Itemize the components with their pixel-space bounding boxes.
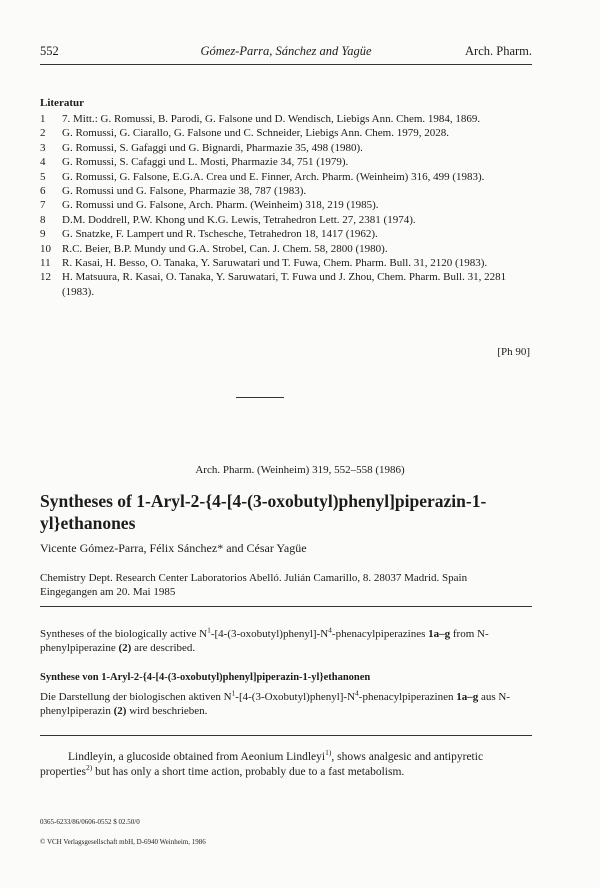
footnote-issn: 0365-6233/86/0606-0552 $ 02.50/0 [40, 818, 140, 826]
abstract-bottom-rule [40, 735, 532, 736]
section-divider [236, 397, 284, 398]
running-header [40, 44, 532, 64]
affiliation: Chemistry Dept. Research Center Laboratorios Abelló. Julián Camarillo, 8. 28037 Madrid. Spain [40, 572, 468, 584]
footnote-copyright: © VCH Verlagsgesellschaft mbH, D-6940 Weinheim, 1986 [40, 838, 206, 846]
article-title: Syntheses of 1-Aryl-2-{4-[4-(3-oxobutyl)phenyl]piperazin-1-yl}ethanones [40, 491, 487, 533]
reference-item: 7 G. Romussi und G. Falsone, Arch. Pharm. (Weinheim) 318, 219 (1985). [40, 199, 379, 212]
reference-item: 8 D.M. Doddrell, P.W. Khong und K.G. Lewis, Tetrahedron Lett. 27, 2381 (1974). [40, 213, 416, 226]
abstract-german: Die Darstellung der biologischen aktiven $N^1-[4-(3-Oxobutyl)phenyl]-N^4$-phenacylpiperazinen 1a–g aus N-phenylpiperazin (2) wird beschrieben. [40, 688, 510, 717]
received-date: Eingegangen am 20. Mai 1985 [40, 586, 176, 598]
reference-item: 9 G. Snatzke, F. Lampert und R. Tschesche, Tetrahedron 18, 1417 (1962). [40, 228, 378, 241]
reference-item: 12 H. Matsuura, R. Kasai, O. Tanaka, Y. Saruwatari, T. Fuwa und J. Zhou, Chem. Pharm. Bull. 31, 2281 (1983). [40, 271, 507, 298]
ph-code: [Ph 90] [497, 346, 530, 358]
reference-list [40, 112, 530, 299]
reference-item: 11 R. Kasai, H. Besso, O. Tanaka, Y. Saruwatari und T. Fuwa, Chem. Pharm. Bull. 31, 2120 (1983). [40, 257, 488, 270]
abstract-top-rule [40, 606, 532, 607]
reference-item: 5 G. Romussi, G. Falsone, E.G.A. Crea und E. Finner, Arch. Pharm. (Weinheim) 316, 499 (1983). [40, 170, 485, 183]
abstract-german-title: Synthese von 1-Aryl-2-{4-[4-(3-oxobutyl)phenyl]piperazin-1-yl}ethanonen [40, 672, 371, 683]
header-rule [40, 64, 532, 65]
reference-item: 2 G. Romussi, G. Ciarallo, G. Falsone und C. Schneider, Liebigs Ann. Chem. 1979, 2028. [40, 127, 449, 140]
body-paragraph: Lindleyin, a glucoside obtained from Aeonium Lindleyi$^{1)}$, shows analgesic and antipyretic properties$^{2)}$ but has only a short time action, probably due to a fast metabolism. [40, 748, 484, 778]
reference-item: 3 G. Romussi, S. Gafaggi und G. Bignardi, Pharmazie 35, 498 (1980). [40, 141, 363, 154]
affiliation-block [40, 571, 532, 599]
journal-citation: Arch. Pharm. (Weinheim) 319, 552–558 (1986) [195, 464, 405, 476]
page-number: 552 [40, 44, 59, 58]
abstract-english: Syntheses of the biologically active $N^1-[4-(3-oxobutyl)phenyl]-N^4$-phenacylpiperazines 1a–g from N-phenylpiperazine (2) are described. [40, 625, 489, 654]
reference-item: 6 G. Romussi und G. Falsone, Pharmazie 38, 787 (1983). [40, 185, 307, 198]
header-journal: Arch. Pharm. [465, 44, 532, 58]
reference-item: 1 7. Mitt.: G. Romussi, B. Parodi, G. Falsone und D. Wendisch, Liebigs Ann. Chem. 1984, 1869. [40, 113, 481, 125]
header-authors: Gómez-Parra, Sánchez and Yagüe [200, 44, 372, 58]
reference-item: 10 R.C. Beier, B.P. Mundy und G.A. Strobel, Can. J. Chem. 58, 2800 (1980). [40, 242, 388, 255]
article-authors: Vicente Gómez-Parra, Félix Sánchez* and César Yagüe [40, 541, 307, 555]
reference-item: 4 G. Romussi, S. Cafaggi und L. Mosti, Pharmazie 34, 751 (1979). [40, 156, 349, 169]
literatur-heading: Literatur [40, 97, 84, 109]
